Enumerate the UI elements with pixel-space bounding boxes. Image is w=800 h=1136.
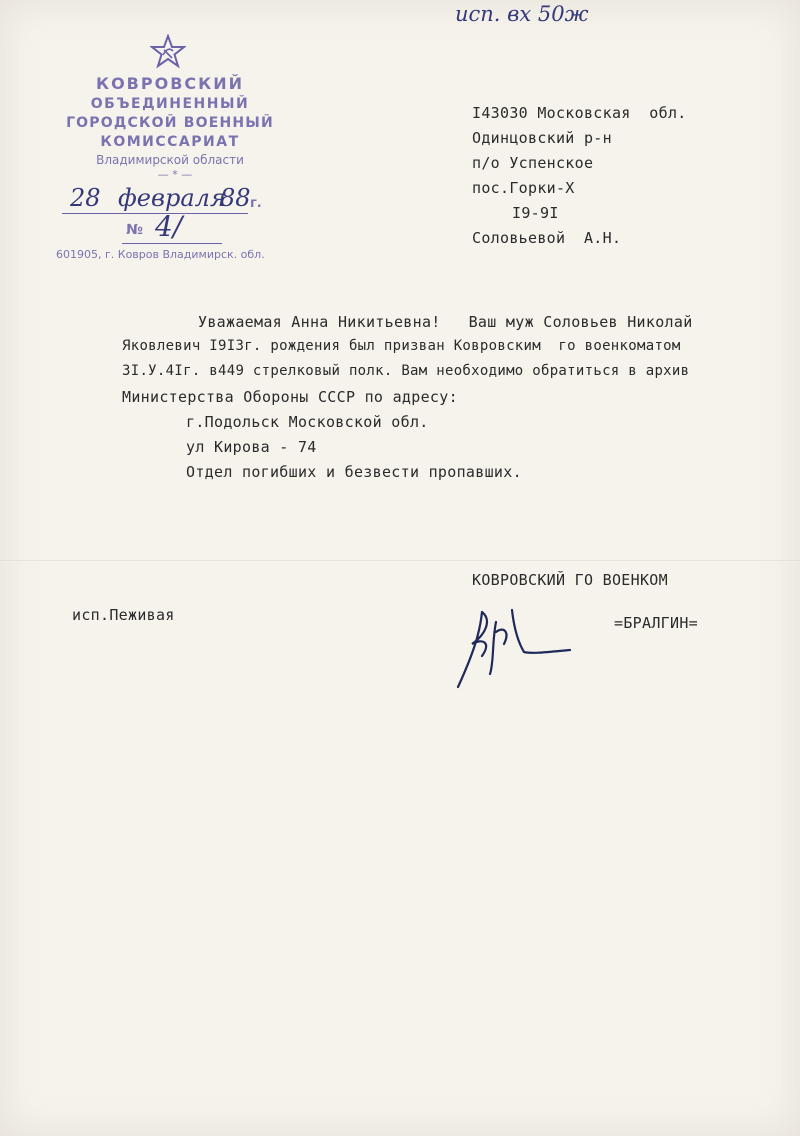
- body-line-6: ул Кирова - 74: [186, 438, 317, 456]
- number-underline: [122, 243, 222, 244]
- date-day: 28: [70, 184, 101, 212]
- number-value: 4/: [155, 210, 183, 243]
- stamp-divider: — * —: [157, 168, 193, 181]
- stamp-line-4: КОМИССАРИАТ: [100, 134, 240, 150]
- number-label: №: [126, 222, 143, 238]
- body-line-3: 3I.У.4Iг. в449 стрелковый полк. Вам необходимо обратиться в архив: [122, 363, 690, 379]
- executor-name: исп.Пеживая: [72, 606, 175, 624]
- body-line-2: Яковлевич I9I3г. рождения был призван Ковровским го военкоматом: [122, 338, 681, 354]
- date-year: 88: [220, 184, 251, 212]
- address-line-6: Соловьевой А.Н.: [472, 229, 622, 247]
- address-line-2: Одинцовский р-н: [472, 129, 612, 147]
- signatory-title: КОВРОВСКИЙ ГО ВОЕНКОМ: [472, 571, 668, 589]
- body-line-1: Уважаемая Анна Никитьевна! Ваш муж Соловьев Николай: [198, 313, 693, 331]
- stamp-line-2: ОБЪЕДИНЕННЫЙ: [90, 96, 250, 112]
- body-line-7: Отдел погибших и безвести пропавших.: [186, 463, 522, 481]
- paper-fold-line: [0, 560, 800, 562]
- address-line-1: I43030 Московская обл.: [472, 104, 687, 122]
- stamp-postal-address: 601905, г. Ковров Владимирск. обл.: [56, 248, 265, 261]
- address-line-5: I9-9I: [512, 204, 559, 222]
- stamp-line-3: ГОРОДСКОЙ ВОЕННЫЙ: [66, 115, 274, 131]
- body-line-4: Министерства Обороны СССР по адресу:: [122, 388, 458, 406]
- address-line-4: пос.Горки-Х: [472, 179, 575, 197]
- star-emblem-icon: [150, 34, 186, 70]
- date-suffix: г.: [250, 196, 262, 211]
- stamp-line-5: Владимирской области: [96, 153, 244, 167]
- handwritten-signature-icon: [452, 592, 582, 692]
- date-month: февраля: [118, 184, 226, 212]
- body-line-5: г.Подольск Московской обл.: [186, 413, 429, 431]
- address-line-3: п/о Успенское: [472, 154, 594, 172]
- handwritten-registration-note: исп. вх 50ж: [455, 2, 589, 26]
- signatory-name: =БРАЛГИН=: [614, 614, 698, 632]
- stamp-line-1: КОВРОВСКИЙ: [96, 74, 244, 93]
